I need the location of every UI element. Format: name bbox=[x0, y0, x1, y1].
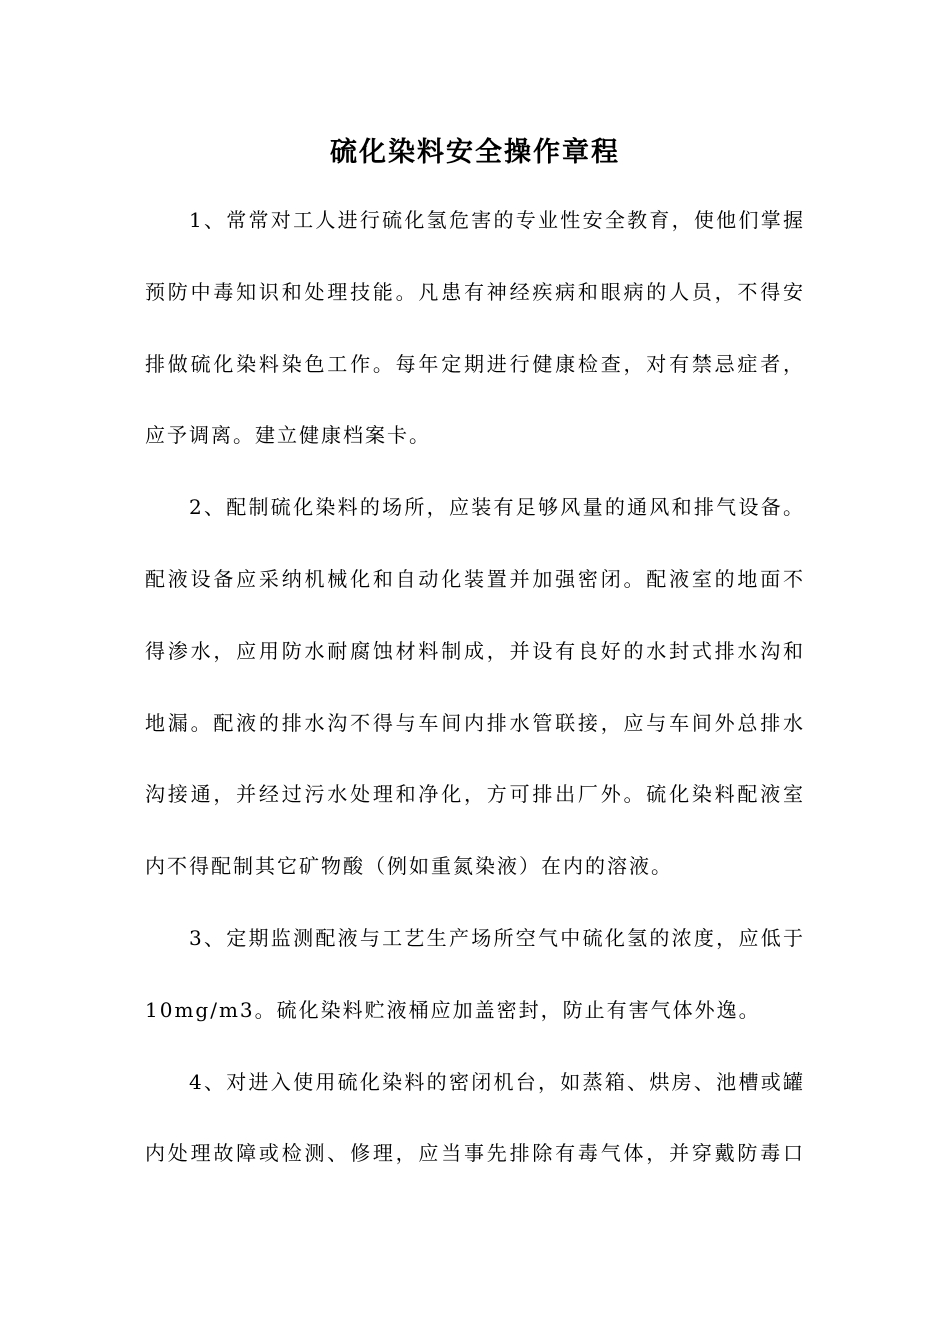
text-line: 4、对进入使用硫化染料的密闭机台，如蒸箱、烘房、池槽或罐 bbox=[189, 1069, 805, 1094]
text-line: 预防中毒知识和处理技能。凡患有神经疾病和眼病的人员，不得安 bbox=[145, 279, 805, 304]
text-line: 配液设备应采纳机械化和自动化装置并加强密闭。配液室的地面不 bbox=[145, 566, 805, 591]
text-line: 沟接通，并经过污水处理和净化，方可排出厂外。硫化染料配液室 bbox=[145, 782, 805, 807]
document-title: 硫化染料安全操作章程 bbox=[330, 137, 620, 168]
text-line: 内不得配制其它矿物酸（例如重氮染液）在内的溶液。 bbox=[145, 854, 673, 879]
text-line: 地漏。配液的排水沟不得与车间内排水管联接，应与车间外总排水 bbox=[145, 710, 805, 735]
text-line: 应予调离。建立健康档案卡。 bbox=[145, 423, 431, 448]
text-line: 2、配制硫化染料的场所，应装有足够风量的通风和排气设备。 bbox=[189, 495, 805, 520]
document-body bbox=[145, 190, 805, 1195]
text-line: 排做硫化染料染色工作。每年定期进行健康检查，对有禁忌症者， bbox=[145, 351, 805, 376]
text-line: 得渗水，应用防水耐腐蚀材料制成，并设有良好的水封式排水沟和 bbox=[145, 638, 805, 663]
text-line: 10mg/m3。硫化染料贮液桶应加盖密封，防止有害气体外逸。 bbox=[145, 997, 761, 1022]
text-line: 1、常常对工人进行硫化氢危害的专业性安全教育，使他们掌握 bbox=[189, 208, 805, 232]
text-line: 内处理故障或检测、修理，应当事先排除有毒气体，并穿戴防毒口 bbox=[145, 1141, 805, 1166]
text-line: 3、定期监测配液与工艺生产场所空气中硫化氢的浓度，应低于 bbox=[189, 925, 805, 950]
